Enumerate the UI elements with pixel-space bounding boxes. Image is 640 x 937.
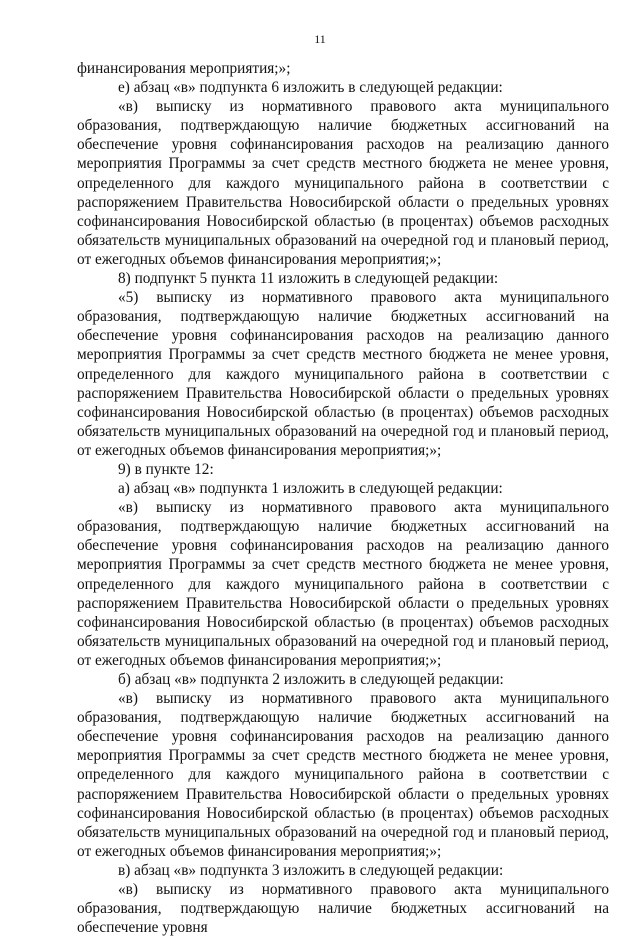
paragraph-quoted-text: «в) выписку из нормативного правового акта муниципального образования, подтверждающую наличие бюджетных ассигнований на обеспечение уровня софинансирования расходов на реализацию данного мероприятия Программы за счет средств местного бюджета не менее уровня, определенного для каждого муниципального района в соответствии с распоряжением Правительства Новосибирской области о предельных уровнях софинансирования Новосибирской областью (в процентах) объемов расходных обязательств муниципальных образований на очередной год и плановый период, от ежегодных объемов финансирования мероприятия;»; [77, 499, 609, 669]
paragraph-quoted-text: «в) выписку из нормативного правового акта муниципального образования, подтверждающую наличие бюджетных ассигнований на обеспечение уровня софинансирования расходов на реализацию данного мероприятия Программы за счет средств местного бюджета не менее уровня, определенного для каждого муниципального района в соответствии с распоряжением Правительства Новосибирской области о предельных уровнях софинансирования Новосибирской областью (в процентах) объемов расходных обязательств муниципальных образований на очередной год и плановый период, от ежегодных объемов финансирования мероприятия;»; [77, 690, 609, 860]
paragraph-item-9: 9) в пункте 12: [118, 460, 214, 478]
paragraph-quoted-text: «в) выписку из нормативного правового акта муниципального образования, подтверждающую наличие бюджетных ассигнований на обеспечение уровня софинансирования расходов на реализацию данного мероприятия Программы за счет средств местного бюджета не менее уровня, определенного для каждого муниципального района в соответствии с распоряжением Правительства Новосибирской области о предельных уровнях софинансирования Новосибирской областью (в процентах) объемов расходных обязательств муниципальных образований на очередной год и плановый период, от ежегодных объемов финансирования мероприятия;»; [77, 98, 609, 268]
paragraph-continuation: финансирования мероприятия;»; [77, 60, 291, 77]
paragraph-quoted-text: «5) выписку из нормативного правового акта муниципального образования, подтверждающую наличие бюджетных ассигнований на обеспечение уровня софинансирования расходов на реализацию данного мероприятия Программы за счет средств местного бюджета не менее уровня, определенного для каждого муниципального района в соответствии с распоряжением Правительства Новосибирской области о предельных уровнях софинансирования Новосибирской областью (в процентах) объемов расходных обязательств муниципальных образований на очередной год и плановый период, от ежегодных объемов финансирования мероприятия;»; [77, 289, 609, 459]
page-number: 11 [314, 32, 326, 46]
paragraph-amendment-v: в) абзац «в» подпункта 3 изложить в следующей редакции: [118, 861, 504, 879]
document-body [77, 59, 609, 937]
paragraph-item-8: 8) подпункт 5 пункта 11 изложить в следующей редакции: [118, 270, 499, 288]
paragraph-amendment-a: а) абзац «в» подпункта 1 изложить в следующей редакции: [118, 480, 503, 498]
paragraph-quoted-text: «в) выписку из нормативного правового акта муниципального образования, подтверждающую наличие бюджетных ассигнований на обеспечение уровня [77, 881, 609, 937]
paragraph-amendment-b: б) абзац «в» подпункта 2 изложить в следующей редакции: [118, 671, 504, 688]
paragraph-amendment-e: е) абзац «в» подпункта 6 изложить в следующей редакции: [118, 79, 503, 97]
